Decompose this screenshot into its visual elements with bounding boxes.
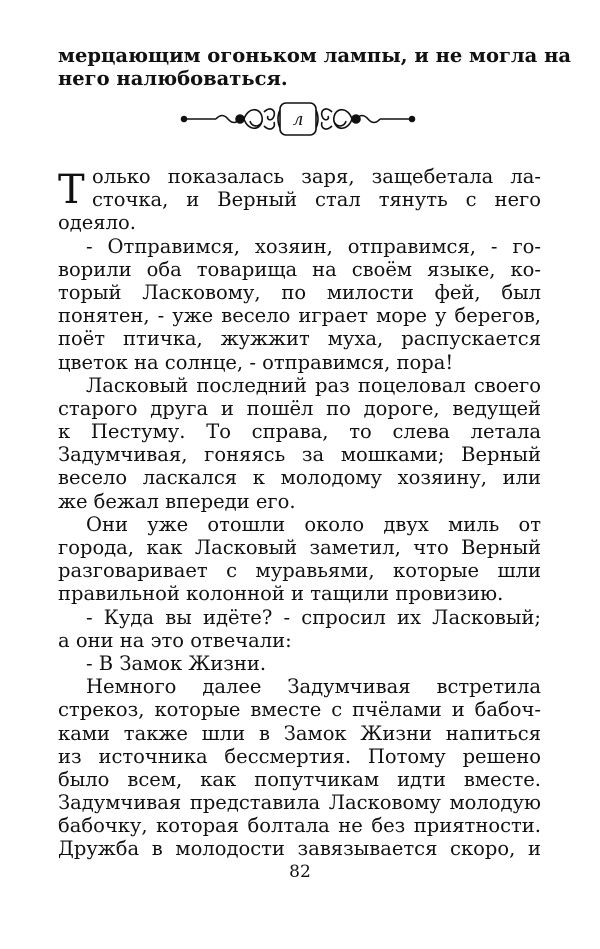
text-line: одеяло. [58, 211, 136, 235]
text-line: Задумчивая представила Ласковому молодую [58, 791, 541, 815]
page-number: 82 [289, 862, 311, 882]
text-line: к Пестуму. То справа, то слева летала [58, 420, 541, 444]
text-line: него налюбоваться. [58, 67, 288, 91]
text-line: ками также шли в Замок Жизни напиться [58, 721, 541, 745]
text-line: - Отправимся, хозяин, отправимся, - го- [86, 234, 541, 258]
top-paragraph-continuation [58, 44, 572, 91]
text-line: города, как Ласковый заметил, что Верный [58, 536, 541, 559]
drop-cap: Т [58, 167, 85, 213]
text-line: а они на это отвечали: [58, 628, 292, 652]
text-line: Ласковый последний раз поцеловал своего [86, 373, 541, 397]
text-line: из источника бессмертия. Потому решено [58, 744, 541, 768]
text-line: цветок на солнце, - отправимся, пора! [58, 350, 454, 374]
text-line: разговаривает с муравьями, которые шли [58, 559, 541, 583]
text-line: - В Замок Жизни. [86, 651, 267, 675]
text-line: бабочку, которая болтала не без приятности. [58, 814, 541, 838]
text-line: было всем, как попутчикам идти вместе. [58, 767, 541, 791]
text-line: сточка, и Верный стал тянуть с него [92, 188, 541, 212]
ornament-letter: л [292, 110, 304, 130]
text-line: стрекоз, которые вместе с пчёлами и бабоч- [58, 698, 541, 722]
text-line: ворили оба товарища на своём языке, ко- [58, 257, 541, 281]
text-line: Немного далее Задумчивая встретила [86, 675, 541, 699]
text-line: поёт птичка, жужжит муха, распускается [58, 327, 541, 351]
text-line: понятен, - уже весело играет море у берегов, [58, 304, 541, 328]
text-line: Дружба в молодости завязывается скоро, и [58, 837, 541, 861]
text-line: Задумчивая, гоняясь за мошками; Верный [58, 443, 541, 467]
text-line: же бежал впереди его. [58, 489, 296, 513]
text-line: - Куда вы идёте? - спросил их Ласковый; [86, 605, 541, 629]
text-line: торый Ласковому, по милости фей, был [58, 280, 541, 304]
chapter-text [58, 165, 541, 861]
text-line: старого друга и пошёл по дороге, ведущей [58, 396, 541, 420]
text-line: олько показалась заря, защебетала ла- [92, 165, 541, 188]
text-line: весело ласкался к молодому хозяину, или [58, 466, 541, 490]
decorative-ornament [180, 100, 416, 138]
text-line: правильной колонной и тащили провизию. [58, 582, 504, 606]
text-line: мерцающим огоньком лампы, и не могла на [58, 44, 572, 67]
text-line: Они уже отошли около двух миль от [86, 512, 541, 536]
